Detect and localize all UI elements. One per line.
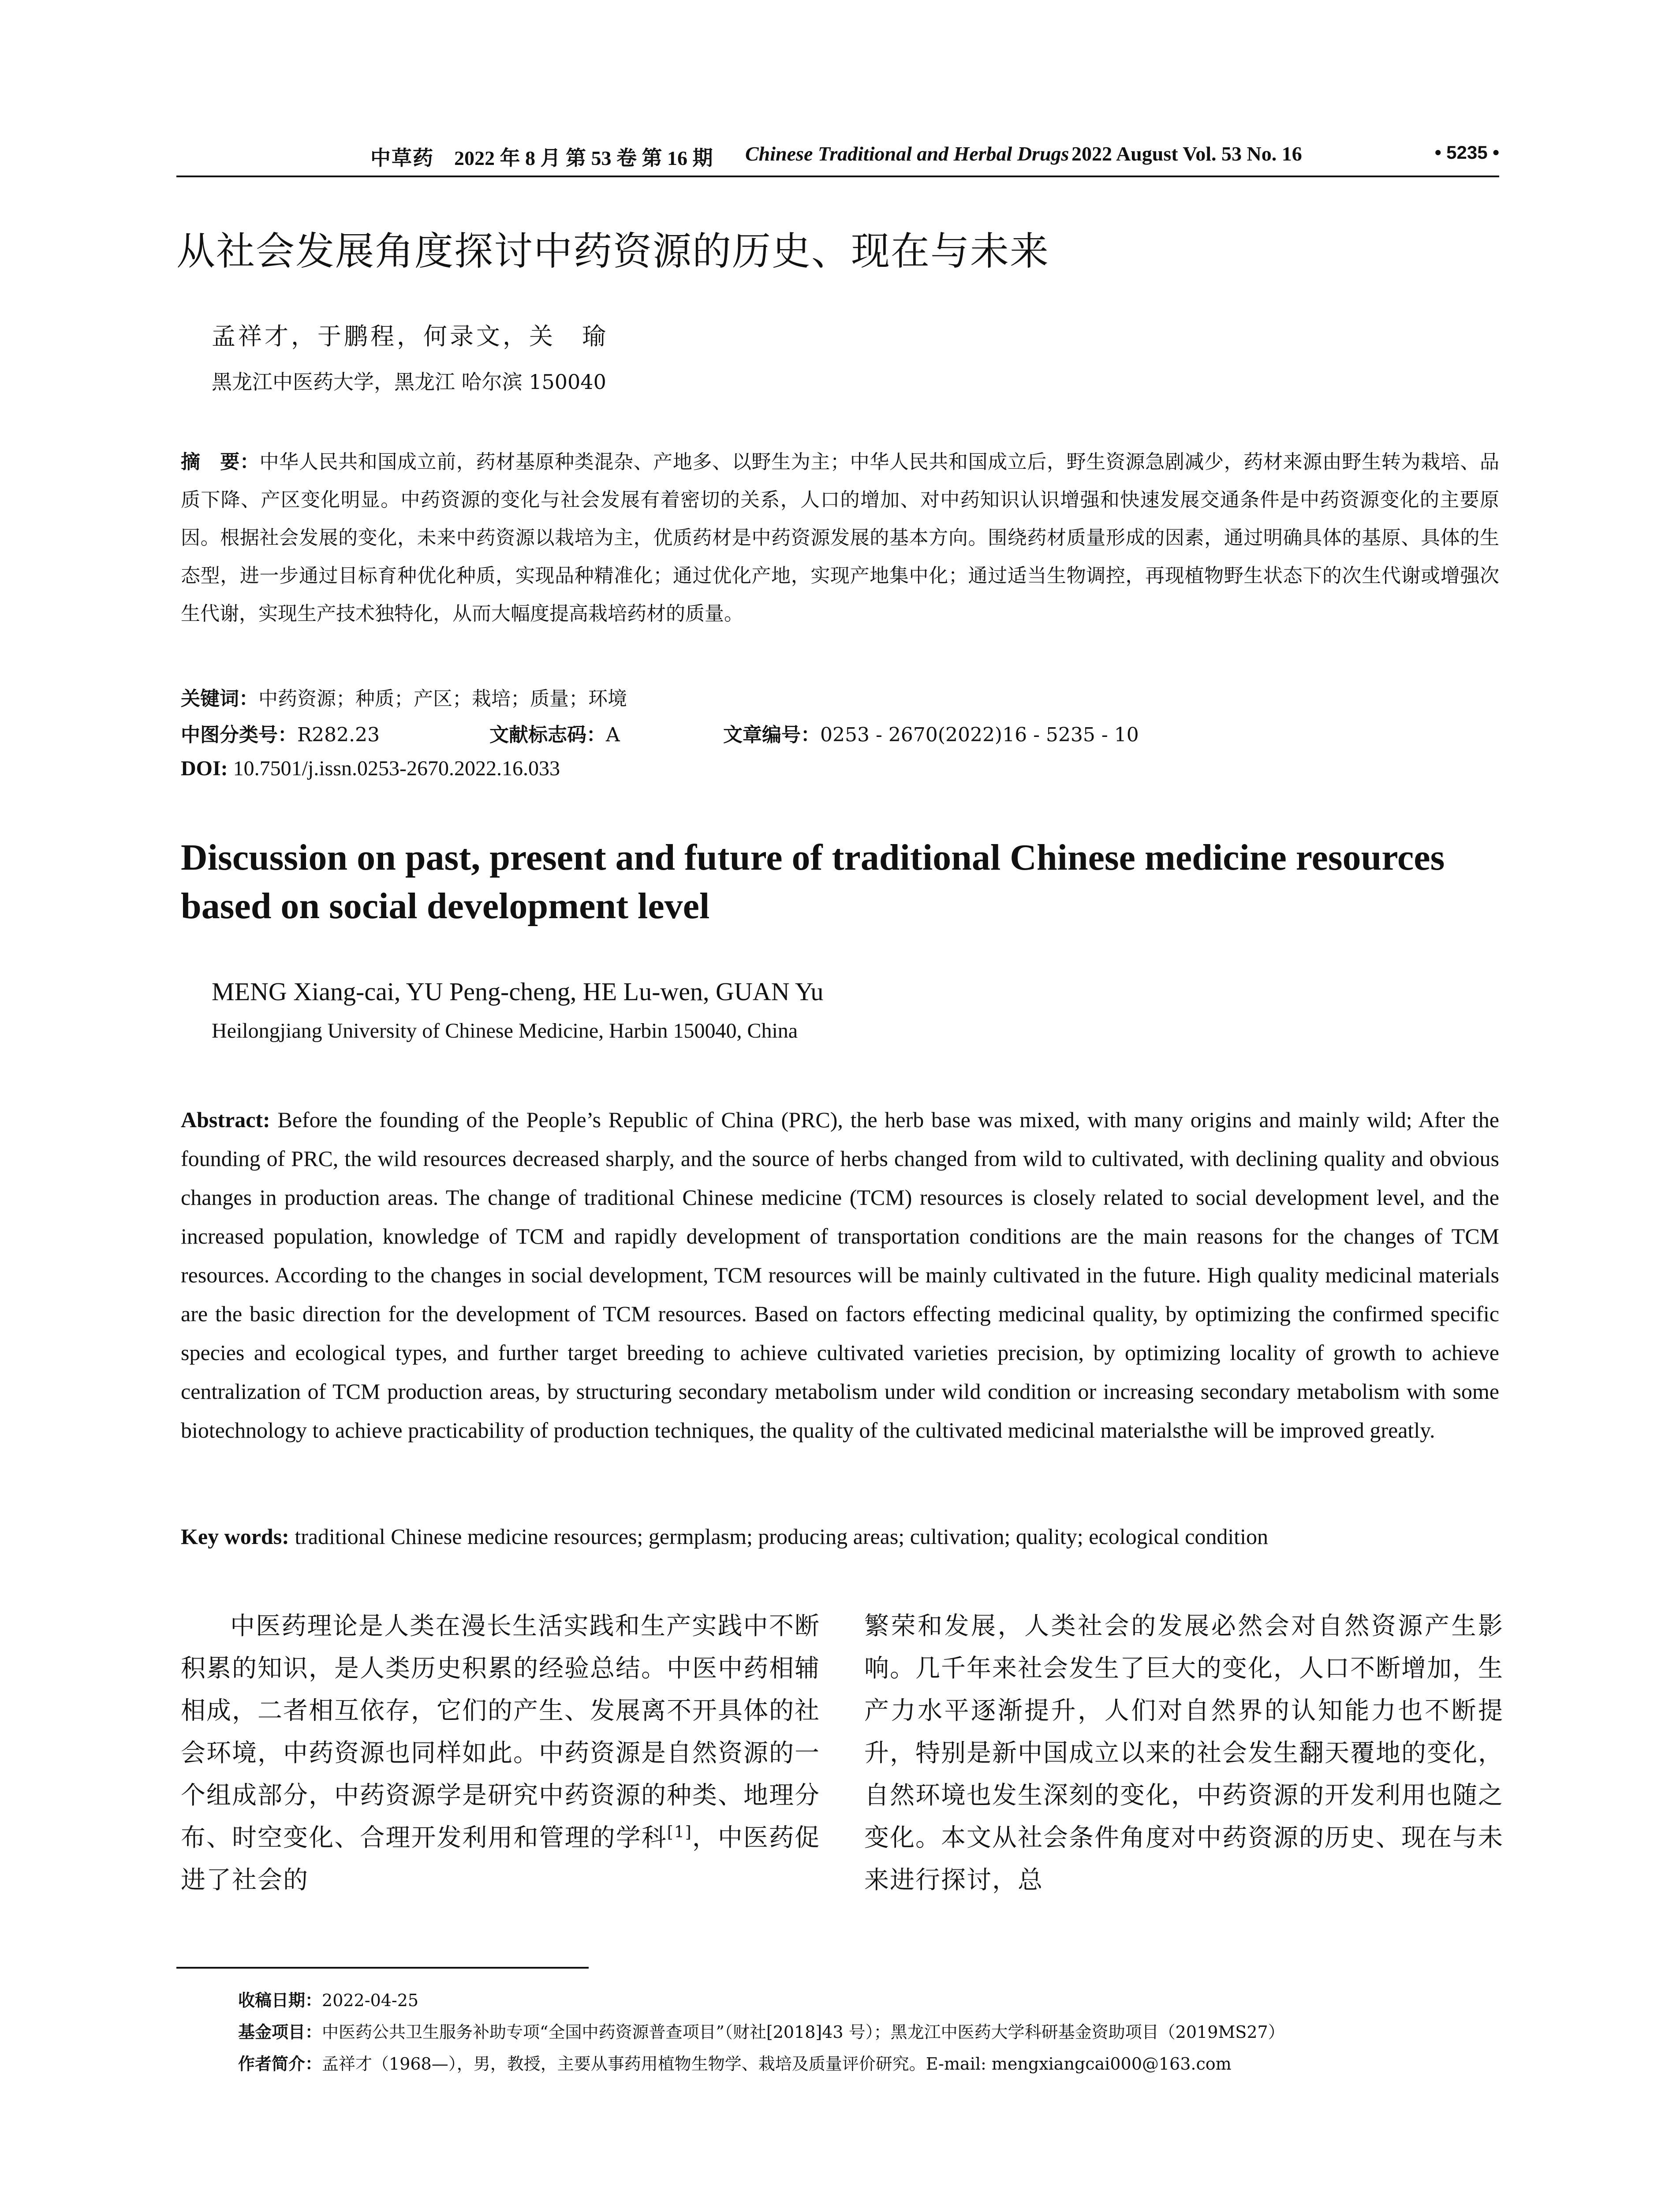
abstract-cn-text: 中华人民共和国成立前，药材基原种类混杂、产地多、以野生为主；中华人民共和国成立后，野生资源急剧减少，药材来源由野生转为栽培、品质下降、产区变化明显。中药资源的变化与社会发展有着密切的关系，人口的增加、对中药知识认识增强和快速发展交通条件是中药资源变化的主要原因。根据社会发展的变化，未来中药资源以栽培为主，优质药材是中药资源发展的基本方向。围绕药材质量形成的因素，通过明确具体的基原、具体的生态型，进一步通过目标育种优化种质，实现品种精准化；通过优化产地，实现产地集中化；通过适当生物调控，再现植物野生状态下的次生代谢或增强次生代谢，实现生产技术独特化，从而大幅度提高栽培药材的质量。: [181, 451, 1499, 625]
fund-text: 中医药公共卫生服务补助专项“全国中药资源普查项目”（财社[2018]43 号）；黑龙江中医药大学科研基金资助项目（2019MS27）: [322, 2022, 1285, 2042]
abstract-cn-label: 摘 要：: [181, 451, 260, 473]
document-code: [489, 719, 620, 747]
article-number: [723, 719, 1139, 747]
keywords-cn-text: 中药资源；种质；产区；栽培；质量；环境: [258, 688, 627, 710]
article-no-value: 0253 - 2670(2022)16 - 5235 - 10: [820, 724, 1139, 746]
issue-info-en: 2022 August Vol. 53 No. 16: [1071, 142, 1302, 165]
keywords-cn-label: 关键词：: [181, 688, 258, 710]
body-column-right: [864, 1605, 1504, 1902]
abstract-en: [181, 1100, 1499, 1450]
running-header: [176, 142, 1499, 173]
fund-label: 基金项目：: [238, 2022, 322, 2042]
abstract-cn: [181, 443, 1499, 633]
page-number: • 5235 •: [1434, 142, 1499, 163]
doc-code-value: A: [606, 724, 620, 746]
doi-label: DOI:: [181, 757, 228, 780]
author-bio: 孟祥才（1968—），男，教授，主要从事药用植物生物学、栽培及质量评价研究。E-mail: mengxiangcai000@163.com: [322, 2054, 1232, 2074]
footnote-author: [238, 2048, 1499, 2080]
keywords-en-text: traditional Chinese medicine resources; germplasm; producing areas; cultivation; quality; ecological condition: [295, 1524, 1269, 1549]
journal-name-en: Chinese Traditional and Herbal Drugs: [745, 142, 1069, 165]
clc-code: [181, 719, 380, 747]
authors-cn: 孟祥才，于鹏程，何录文，关 瑜: [212, 322, 609, 350]
doi-line: [181, 756, 560, 781]
clc-value: R282.23: [297, 724, 380, 746]
received-label: 收稿日期：: [238, 1991, 322, 2010]
article-title-en: Discussion on past, present and future of traditional Chinese medicine resources based on social development level: [181, 837, 1445, 927]
keywords-cn: [181, 683, 627, 711]
clc-label: 中图分类号：: [181, 724, 297, 746]
received-date: 2022-04-25: [322, 1991, 419, 2010]
author-label: 作者简介：: [238, 2054, 322, 2074]
issue-info-cn: 2022 年 8 月 第 53 卷 第 16 期: [454, 147, 713, 169]
article-no-label: 文章编号：: [723, 724, 820, 746]
header-rule: [176, 176, 1499, 177]
doc-code-label: 文献标志码：: [489, 724, 606, 746]
doi-link[interactable]: 10.7501/j.issn.0253-2670.2022.16.033: [233, 757, 560, 780]
affiliation-en: Heilongjiang University of Chinese Medicine, Harbin 150040, China: [212, 1019, 798, 1043]
body-left-tail: ，中医药促进了社会的: [181, 1824, 821, 1895]
abstract-en-text: Before the founding of the People’s Republic of China (PRC), the herb base was mixed, with many origins and mainly wild; After the founding of PRC, the wild resources decreased sharply, and the source of herbs changed from wild to cultivated, with declining quality and obvious changes in production areas. The change of traditional Chinese medicine (TCM) resources is closely related to social development level, and the increased population, knowledge of TCM and rapidly development of transportation conditions are the main reasons for the changes of TCM resources. According to the changes in social development, TCM resources will be mainly cultivated in the future. High quality medicinal materials are the basic direction for the development of TCM resources. Based on factors effecting medicinal quality, by optimizing the confirmed specific species and ecological types, and further target breeding to achieve cultivated varieties precision, by optimizing locality of growth to achieve centralization of TCM production areas, by structuring secondary metabolism under wild condition or increasing secondary metabolism with some biotechnology to achieve practicability of production techniques, the quality of the cultivated medicinal materialsthe will be improved greatly.: [181, 1107, 1500, 1443]
body-left-text: 中医药理论是人类在漫长生活实践和生产实践中不断积累的知识，是人类历史积累的经验总结。中医中药相辅相成，二者相互依存，它们的产生、发展离不开具体的社会环境，中药资源也同样如此。中药资源是自然资源的一个组成部分，中药资源学是研究中药资源的种类、地理分布、时空变化、合理开发利用和管理的学科: [181, 1612, 820, 1852]
body-right-text: 繁荣和发展，人类社会的发展必然会对自然资源产生影响。几千年来社会发生了巨大的变化，人口不断增加，生产力水平逐渐提升，人们对自然界的认知能力也不断提升，特别是新中国成立以来的社会发生翻天覆地的变化，自然环境也发生深刻的变化，中药资源的开发利用也随之变化。本文从社会条件角度对中药资源的历史、现在与未来进行探讨，总: [864, 1612, 1504, 1895]
abstract-en-label: Abstract:: [181, 1107, 270, 1132]
affiliation-cn: 黑龙江中医药大学，黑龙江 哈尔滨 150040: [212, 370, 606, 394]
body-column-left: [181, 1605, 820, 1902]
journal-name: 中草药: [370, 147, 434, 169]
article-title-cn: 从社会发展角度探讨中药资源的历史、现在与未来: [176, 228, 1050, 274]
authors-en: MENG Xiang-cai, YU Peng-cheng, HE Lu-wen, GUAN Yu: [212, 977, 824, 1006]
keywords-en: [181, 1524, 1499, 1549]
footnote-received: [238, 1984, 1499, 2016]
citation-ref[interactable]: [1]: [667, 1823, 692, 1842]
footnote-rule: [176, 1967, 589, 1969]
footnotes: [238, 1984, 1499, 2080]
footnote-fund: [238, 2016, 1499, 2048]
keywords-en-label: Key words:: [181, 1524, 289, 1549]
